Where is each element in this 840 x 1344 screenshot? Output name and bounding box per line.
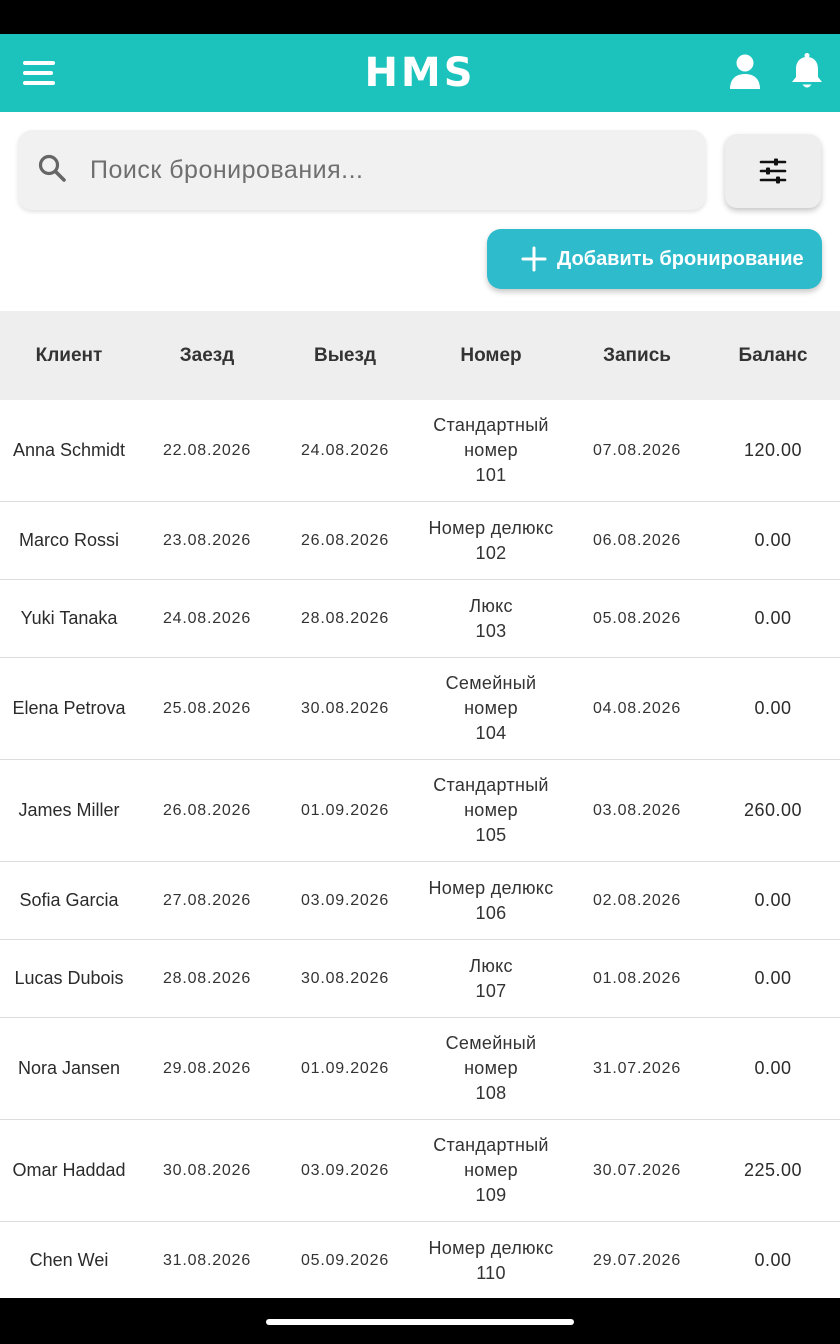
room-cell — [414, 516, 568, 566]
created-date: 05.08.2026 — [592, 609, 682, 627]
room-line: 104 — [475, 723, 507, 743]
room-cell — [414, 954, 568, 1004]
system-navigation-bar — [0, 1298, 840, 1344]
balance-value: 0.00 — [754, 890, 792, 910]
table-row[interactable] — [0, 580, 840, 658]
check-in-date: 24.08.2026 — [162, 609, 252, 627]
column-header-balance[interactable]: Баланс — [738, 344, 808, 366]
app-bar — [0, 34, 840, 112]
status-bar — [0, 0, 840, 34]
client-name: Sofia Garcia — [19, 890, 119, 910]
created-date: 04.08.2026 — [592, 699, 682, 717]
notifications-button[interactable] — [786, 51, 828, 93]
table-row[interactable] — [0, 1018, 840, 1120]
table-row[interactable] — [0, 502, 840, 580]
balance-value: 0.00 — [754, 1058, 792, 1078]
table-header — [0, 311, 840, 400]
check-out-date: 30.08.2026 — [300, 699, 390, 717]
room-line: 103 — [475, 620, 507, 641]
room-line: Люкс — [469, 595, 513, 616]
table-row[interactable] — [0, 400, 840, 502]
search-input[interactable] — [90, 148, 680, 192]
created-date: 07.08.2026 — [592, 441, 682, 459]
profile-button[interactable] — [724, 51, 766, 93]
client-name: Yuki Tanaka — [20, 608, 118, 628]
room-line: Номер делюкс — [428, 517, 554, 538]
room-cell — [414, 413, 568, 488]
check-in-date: 30.08.2026 — [162, 1161, 252, 1179]
created-date: 30.07.2026 — [592, 1161, 682, 1179]
column-header-check-in[interactable]: Заезд — [179, 344, 235, 366]
check-out-date: 24.08.2026 — [300, 441, 390, 459]
bookings-table — [0, 311, 840, 1298]
check-out-date: 01.09.2026 — [300, 1059, 390, 1077]
room-cell — [414, 1236, 568, 1286]
balance-value: 260.00 — [743, 800, 803, 820]
room-line: номер — [464, 698, 518, 718]
check-out-date: 28.08.2026 — [300, 609, 390, 627]
client-name: Omar Haddad — [12, 1160, 126, 1180]
room-line: 102 — [475, 542, 507, 563]
filter-button[interactable] — [725, 134, 821, 208]
check-in-date: 27.08.2026 — [162, 891, 252, 909]
room-line: номер — [464, 1058, 518, 1078]
column-header-check-out[interactable]: Выезд — [313, 344, 377, 366]
client-name: Anna Schmidt — [12, 440, 126, 460]
home-indicator[interactable] — [266, 1319, 574, 1325]
room-line: номер — [464, 1160, 518, 1180]
room-cell — [414, 773, 568, 848]
sliders-icon — [759, 157, 787, 185]
balance-value: 225.00 — [743, 1160, 803, 1180]
created-date: 02.08.2026 — [592, 891, 682, 909]
client-name: James Miller — [18, 800, 120, 820]
add-booking-button[interactable] — [487, 229, 822, 289]
search-icon — [36, 152, 70, 186]
balance-value: 0.00 — [754, 968, 792, 988]
room-line: 109 — [475, 1185, 507, 1205]
created-date: 06.08.2026 — [592, 531, 682, 549]
table-row[interactable] — [0, 940, 840, 1018]
profile-icon — [724, 51, 766, 93]
check-in-date: 31.08.2026 — [162, 1251, 252, 1269]
plus-icon — [521, 246, 547, 272]
client-name: Nora Jansen — [17, 1058, 121, 1078]
room-line: Семейный — [445, 1033, 537, 1053]
room-line: 107 — [475, 980, 507, 1001]
menu-button[interactable] — [18, 53, 60, 93]
room-cell — [414, 671, 568, 746]
room-line: Люкс — [469, 955, 513, 976]
room-cell — [414, 1031, 568, 1106]
column-header-room[interactable]: Номер — [460, 344, 522, 366]
balance-value: 0.00 — [754, 530, 792, 550]
app-logo: HMS — [364, 50, 476, 96]
check-out-date: 01.09.2026 — [300, 801, 390, 819]
client-name: Lucas Dubois — [14, 968, 124, 988]
room-line: Стандартный — [433, 1135, 549, 1155]
room-line: номер — [464, 440, 518, 460]
check-out-date: 03.09.2026 — [300, 891, 390, 909]
check-in-date: 26.08.2026 — [162, 801, 252, 819]
created-date: 29.07.2026 — [592, 1251, 682, 1269]
client-name: Elena Petrova — [12, 698, 126, 718]
room-line: Стандартный — [433, 775, 549, 795]
room-line: 105 — [475, 825, 507, 845]
created-date: 31.07.2026 — [592, 1059, 682, 1077]
app-window — [0, 34, 840, 1298]
room-line: номер — [464, 800, 518, 820]
balance-value: 0.00 — [754, 1250, 792, 1270]
room-cell — [414, 1133, 568, 1208]
table-row[interactable] — [0, 862, 840, 940]
column-header-client[interactable]: Клиент — [35, 344, 103, 366]
room-cell — [414, 594, 568, 644]
room-line: Номер делюкс — [428, 1237, 554, 1258]
check-in-date: 25.08.2026 — [162, 699, 252, 717]
room-line: 106 — [475, 902, 507, 923]
column-header-created[interactable]: Запись — [603, 344, 671, 366]
table-row[interactable] — [0, 1222, 840, 1298]
room-line: Стандартный — [433, 415, 549, 435]
check-out-date: 26.08.2026 — [300, 531, 390, 549]
room-line: 110 — [476, 1262, 506, 1283]
client-name: Chen Wei — [29, 1250, 109, 1270]
table-row[interactable] — [0, 1120, 840, 1222]
room-line: 101 — [475, 465, 507, 485]
room-cell — [414, 876, 568, 926]
balance-value: 120.00 — [743, 440, 803, 460]
check-out-date: 30.08.2026 — [300, 969, 390, 987]
check-out-date: 03.09.2026 — [300, 1161, 390, 1179]
check-in-date: 28.08.2026 — [162, 969, 252, 987]
balance-value: 0.00 — [754, 698, 792, 718]
room-line: Номер делюкс — [428, 877, 554, 898]
client-name: Marco Rossi — [18, 530, 120, 550]
room-line: Семейный — [445, 673, 537, 693]
room-line: 108 — [475, 1083, 507, 1103]
created-date: 01.08.2026 — [592, 969, 682, 987]
table-body — [0, 400, 840, 1298]
check-in-date: 29.08.2026 — [162, 1059, 252, 1077]
table-row[interactable] — [0, 760, 840, 862]
check-in-date: 23.08.2026 — [162, 531, 252, 549]
check-in-date: 22.08.2026 — [162, 441, 252, 459]
check-out-date: 05.09.2026 — [300, 1251, 390, 1269]
add-booking-label: Добавить бронирование — [557, 248, 804, 270]
created-date: 03.08.2026 — [592, 801, 682, 819]
bell-icon — [786, 51, 828, 93]
search-bar[interactable] — [18, 130, 706, 210]
table-row[interactable] — [0, 658, 840, 760]
balance-value: 0.00 — [754, 608, 792, 628]
